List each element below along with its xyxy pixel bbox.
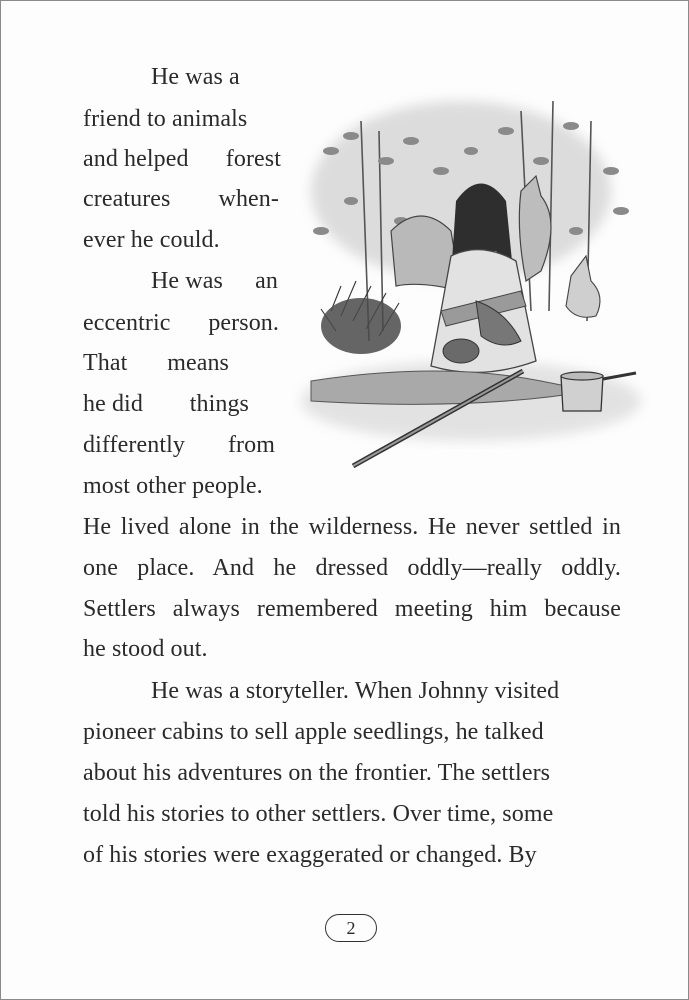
- text-line: most other people.: [83, 473, 263, 499]
- page-number: 2: [325, 914, 377, 942]
- text-line: Settlers always remembered meeting him because: [83, 596, 621, 622]
- text-line: [83, 187, 279, 211]
- text-word: eccentric: [83, 310, 171, 336]
- text-line: [83, 351, 229, 375]
- text-line: told his stories to other settlers. Over time, some: [83, 801, 554, 827]
- text-word: means: [167, 350, 229, 376]
- text-line: He lived alone in the wilderness. He never settled in: [83, 514, 621, 540]
- text-line: of his stories were exaggerated or changed. By: [83, 842, 537, 868]
- text-line: he stood out.: [83, 636, 208, 662]
- text-word: when-: [218, 186, 279, 212]
- text-line: ever he could.: [83, 227, 220, 253]
- text-word: That: [83, 350, 128, 376]
- text-line: friend to animals: [83, 106, 248, 132]
- text-line: [83, 433, 275, 457]
- text-line: [83, 392, 249, 416]
- text-line: about his adventures on the frontier. The settlers: [83, 760, 551, 786]
- text-word: creatures: [83, 186, 171, 212]
- text-word: he did: [83, 391, 143, 417]
- text-word: from: [227, 432, 275, 458]
- text-word: differently: [83, 432, 185, 458]
- johnny-appleseed-illustration: [291, 81, 651, 471]
- text-line: one place. And he dressed oddly—really oddly.: [83, 555, 621, 581]
- text-line: He was a: [151, 64, 240, 90]
- text-word: and helped: [83, 146, 189, 172]
- text-word: He was: [151, 268, 223, 294]
- text-line: pioneer cabins to sell apple seedlings, he talked: [83, 719, 544, 745]
- text-line: He was a storyteller. When Johnny visited: [151, 678, 560, 704]
- text-line: [151, 269, 278, 293]
- text-word: forest: [225, 146, 281, 172]
- text-word: person.: [208, 310, 279, 336]
- text-line: [83, 311, 279, 335]
- text-word: things: [189, 391, 249, 417]
- text-line: [83, 147, 281, 171]
- text-word: an: [255, 268, 278, 294]
